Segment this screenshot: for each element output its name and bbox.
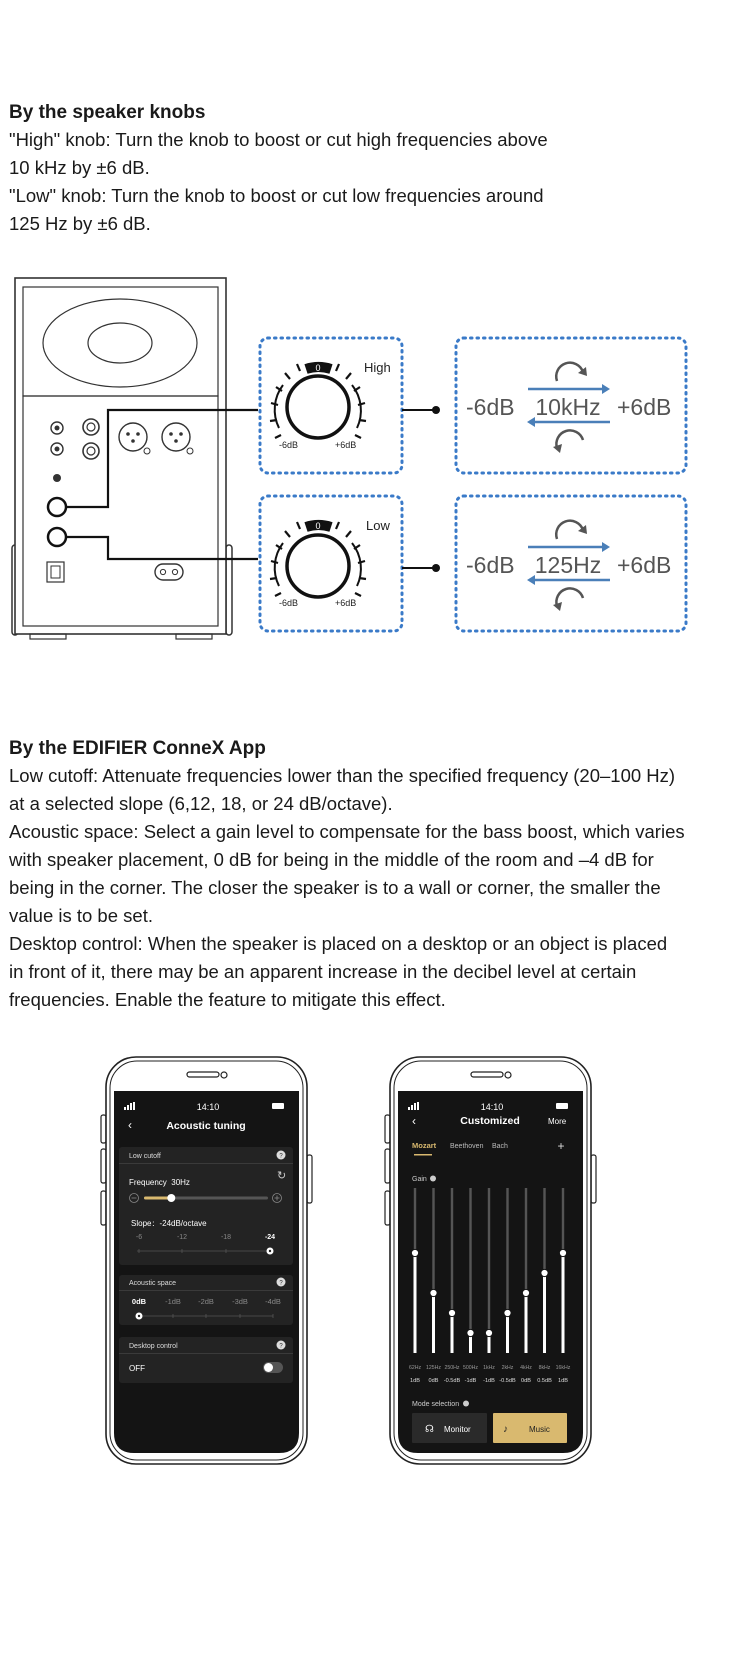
slope-option-3[interactable]: -18 bbox=[220, 1234, 232, 1241]
eq-band-fill bbox=[432, 1293, 435, 1353]
frequency-slider-thumb[interactable] bbox=[167, 1194, 175, 1202]
left-title: Acoustic tuning bbox=[166, 1120, 246, 1132]
eq-band-frequency: 4kHz bbox=[520, 1365, 532, 1371]
svg-text:?: ? bbox=[279, 1343, 283, 1350]
eq-band-fill bbox=[414, 1253, 417, 1353]
add-preset-button[interactable]: + bbox=[557, 1139, 565, 1153]
eq-band-thumb[interactable] bbox=[430, 1289, 437, 1296]
app-line-1: Low cutoff: Attenuate frequencies lower than the specified frequency (20–100 Hz) bbox=[9, 765, 676, 786]
tab-bach[interactable]: Bach bbox=[492, 1143, 508, 1150]
eq-band-value: -0.5dB bbox=[443, 1378, 461, 1384]
low-knob-max: +6dB bbox=[335, 598, 357, 608]
knobs-line-1: "High" knob: Turn the knob to boost or cut high frequencies above bbox=[9, 129, 548, 150]
knobs-line-3: "Low" knob: Turn the knob to boost or cut low frequencies around bbox=[9, 185, 544, 206]
high-knob-zero: 0 bbox=[315, 363, 321, 373]
svg-text:?: ? bbox=[279, 1153, 283, 1160]
tab-beethoven[interactable]: Beethoven bbox=[450, 1143, 484, 1150]
eq-band-value: 1dB bbox=[410, 1378, 420, 1384]
mode-help-icon[interactable] bbox=[463, 1401, 469, 1407]
left-back-icon[interactable]: ‹ bbox=[128, 1118, 132, 1132]
eq-band-frequency: 125Hz bbox=[426, 1365, 441, 1371]
monitor-icon: ☊ bbox=[425, 1424, 434, 1435]
acoustic-option-2[interactable]: -1dB bbox=[165, 1297, 181, 1306]
acoustic-option-1[interactable]: 0dB bbox=[131, 1297, 147, 1306]
svg-text:?: ? bbox=[279, 1280, 283, 1287]
eq-band-thumb[interactable] bbox=[485, 1329, 492, 1336]
eq-band-frequency: 8kHz bbox=[538, 1365, 551, 1371]
eq-band-fill bbox=[506, 1313, 509, 1353]
right-title: Customized bbox=[460, 1115, 520, 1127]
high-range-plus: +6dB bbox=[617, 394, 672, 420]
reset-icon[interactable]: ↻ bbox=[277, 1170, 287, 1182]
eq-band-value: 1dB bbox=[558, 1378, 568, 1384]
eq-band-fill bbox=[562, 1253, 565, 1353]
acoustic-option-5[interactable]: -4dB bbox=[265, 1297, 281, 1306]
eq-band-frequency: 1kHz bbox=[483, 1365, 495, 1371]
eq-band-thumb[interactable] bbox=[522, 1289, 529, 1296]
low-cutoff-label: Low cutoff bbox=[129, 1153, 161, 1160]
eq-band-track[interactable] bbox=[488, 1188, 490, 1353]
acoustic-space-label: Acoustic space bbox=[129, 1280, 177, 1287]
high-knob-max: +6dB bbox=[335, 440, 357, 450]
high-knob-min: -6dB bbox=[279, 440, 299, 450]
rotate-clockwise-icon-low bbox=[556, 521, 583, 539]
slope-option-2[interactable]: -12 bbox=[176, 1234, 188, 1241]
app-line-6: value is to be set. bbox=[9, 905, 153, 926]
app-line-7: Desktop control: When the speaker is placed on a desktop or an object is placed bbox=[9, 933, 668, 954]
eq-band-value: -1dB bbox=[483, 1378, 495, 1384]
gain-help-icon[interactable] bbox=[430, 1176, 436, 1182]
slope-label: Slope：-24dB/octave bbox=[131, 1219, 207, 1228]
more-button[interactable]: More bbox=[548, 1117, 567, 1126]
eq-band-frequency: 500Hz bbox=[463, 1365, 478, 1371]
eq-band-frequency: 2kHz bbox=[501, 1365, 514, 1371]
app-description bbox=[9, 762, 744, 1014]
app-line-9: frequencies. Enable the feature to mitigate this effect. bbox=[9, 989, 446, 1010]
high-range-center: 10kHz bbox=[535, 394, 601, 420]
knobs-section-title: By the speaker knobs bbox=[9, 102, 206, 123]
eq-band-frequency: 250Hz bbox=[444, 1365, 460, 1371]
gain-label: Gain bbox=[412, 1176, 427, 1183]
low-knob-label: Low bbox=[366, 518, 390, 533]
eq-band-fill bbox=[525, 1293, 528, 1353]
app-line-4: with speaker placement, 0 dB for being in the middle of the room and –4 dB for bbox=[9, 849, 654, 870]
frequency-label: Frequency 30Hz bbox=[129, 1178, 190, 1187]
phone-customized-eq bbox=[384, 1055, 599, 1467]
mode-label: Mode selection bbox=[412, 1401, 460, 1408]
right-back-icon[interactable]: ‹ bbox=[412, 1114, 416, 1128]
eq-band-value: 0.5dB bbox=[537, 1378, 552, 1384]
eq-band-thumb[interactable] bbox=[504, 1309, 511, 1316]
frequency-slider-fill bbox=[144, 1197, 171, 1200]
eq-band-frequency: 16kHz bbox=[555, 1365, 571, 1371]
eq-band-frequency: 62Hz bbox=[408, 1365, 422, 1371]
low-knob-min: -6dB bbox=[279, 598, 299, 608]
low-range-minus: -6dB bbox=[466, 552, 515, 578]
rotate-clockwise-icon bbox=[556, 363, 583, 381]
music-note-icon: ♪ bbox=[503, 1424, 508, 1435]
app-line-5: being in the corner. The closer the speaker is to a wall or corner, the smaller the bbox=[9, 877, 661, 898]
eq-band-thumb[interactable] bbox=[411, 1249, 418, 1256]
speaker-knob-diagram bbox=[0, 270, 750, 650]
left-status-time: 14:10 bbox=[196, 1102, 220, 1112]
low-knob-icon bbox=[270, 522, 366, 597]
monitor-mode-label: Monitor bbox=[444, 1425, 471, 1434]
desktop-control-label: Desktop control bbox=[129, 1343, 178, 1350]
knobs-line-2: 10 kHz by ±6 dB. bbox=[9, 157, 150, 178]
acoustic-option-3[interactable]: -2dB bbox=[198, 1297, 214, 1306]
slope-option-1[interactable]: -6 bbox=[135, 1234, 143, 1241]
eq-band-thumb[interactable] bbox=[559, 1249, 566, 1256]
eq-band-track[interactable] bbox=[469, 1188, 471, 1353]
high-range-minus: -6dB bbox=[466, 394, 515, 420]
music-mode-label: Music bbox=[529, 1425, 550, 1434]
eq-band-fill bbox=[451, 1313, 454, 1353]
app-line-3: Acoustic space: Select a gain level to compensate for the bass boost, which varies bbox=[9, 821, 685, 842]
app-line-8: in front of it, there may be an apparent increase in the decibel level at certain bbox=[9, 961, 637, 982]
app-line-2: at a selected slope (6,12, 18, or 24 dB/octave). bbox=[9, 793, 393, 814]
eq-band-fill bbox=[543, 1273, 546, 1353]
eq-band-value: 0dB bbox=[428, 1378, 439, 1384]
tab-mozart[interactable]: Mozart bbox=[412, 1141, 437, 1150]
eq-band-thumb[interactable] bbox=[541, 1269, 548, 1276]
knobs-description bbox=[9, 126, 744, 238]
low-cutoff-panel bbox=[119, 1147, 293, 1265]
acoustic-option-4[interactable]: -3dB bbox=[232, 1297, 248, 1306]
low-range-plus: +6dB bbox=[617, 552, 672, 578]
eq-band-value: 0dB bbox=[521, 1378, 531, 1384]
low-knob-zero: 0 bbox=[315, 521, 321, 531]
eq-band-value: -1dB bbox=[464, 1378, 477, 1384]
speaker-back-illustration bbox=[15, 278, 226, 639]
eq-band-thumb[interactable] bbox=[467, 1329, 474, 1336]
app-section-title: By the EDIFIER ConneX App bbox=[9, 738, 266, 759]
desktop-control-state: OFF bbox=[129, 1364, 145, 1373]
high-knob-label: High bbox=[364, 360, 391, 375]
high-knob-icon bbox=[270, 364, 366, 438]
knobs-line-4: 125 Hz by ±6 dB. bbox=[9, 213, 151, 234]
low-range-center: 125Hz bbox=[534, 552, 602, 578]
eq-band-thumb[interactable] bbox=[448, 1309, 455, 1316]
eq-band-value: -0.5dB bbox=[499, 1378, 516, 1384]
slope-option-4[interactable]: -24 bbox=[264, 1234, 276, 1241]
phone-acoustic-tuning bbox=[100, 1055, 315, 1467]
right-status-time: 14:10 bbox=[480, 1102, 504, 1112]
